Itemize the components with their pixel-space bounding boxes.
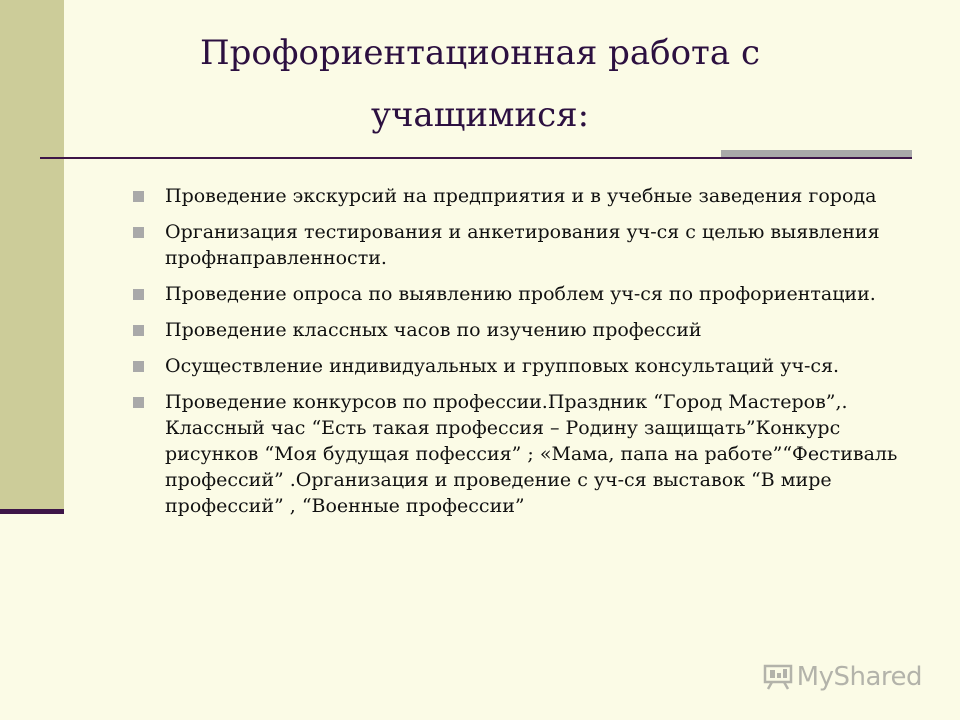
slide-title: Профориентационная работа с учащимися: [199, 33, 760, 135]
title-divider-accent [721, 150, 912, 157]
left-band-underline [0, 509, 64, 514]
square-bullet-icon [133, 397, 144, 408]
bullet-item [133, 353, 933, 379]
square-bullet-icon [133, 361, 144, 372]
bullet-text: Проведение классных часов по изучению профессий [165, 319, 702, 341]
presentation-board-icon [763, 664, 793, 690]
bullet-text: Организация тестирования и анкетирования уч-ся с целью выявления профнаправленности. [165, 221, 880, 269]
bullet-item [133, 219, 933, 271]
bullet-text: Осуществление индивидуальных и групповых консультаций уч-ся. [165, 355, 840, 377]
bullet-item [133, 317, 933, 343]
myshared-watermark [763, 662, 922, 692]
title-divider [40, 157, 912, 159]
bullet-text: Проведение конкурсов по профессии.Праздник “Город Мастеров”,. Классный час “Есть такая профессия – Родину защищать”Конкурс рисунков “Моя будущая пофессия” ; «Мама, папа на работе”“Фестиваль профессий” .Организация и проведение с уч-ся выставок “В мире профессий” , “Военные профессии” [165, 391, 898, 517]
bullet-text: Проведение опроса по выявлению проблем уч-ся по профориентации. [165, 283, 876, 305]
square-bullet-icon [133, 227, 144, 238]
square-bullet-icon [133, 191, 144, 202]
bullet-item [133, 389, 933, 519]
bullet-item [133, 183, 933, 209]
watermark-text: MyShared [796, 662, 922, 692]
square-bullet-icon [133, 325, 144, 336]
left-decorative-band [0, 0, 64, 510]
bullet-list [133, 183, 933, 529]
square-bullet-icon [133, 289, 144, 300]
bullet-text: Проведение экскурсий на предприятия и в учебные заведения города [165, 185, 877, 207]
bullet-item [133, 281, 933, 307]
